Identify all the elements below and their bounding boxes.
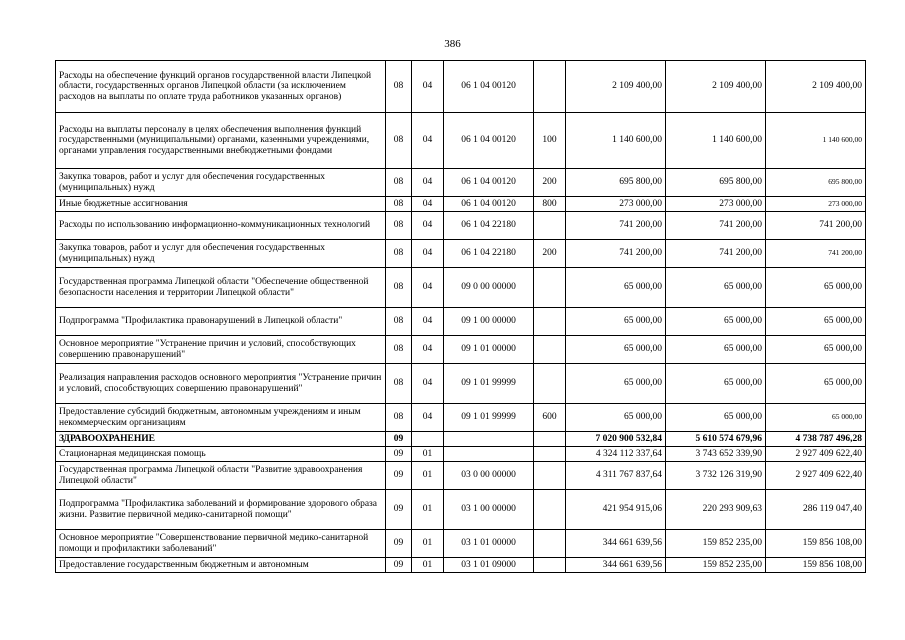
cell-expense-type [534, 212, 566, 240]
cell-subsection-code: 04 [412, 240, 444, 268]
cell-amount-2: 159 852 235,00 [666, 558, 766, 573]
table-row [56, 530, 866, 558]
cell-amount-2: 159 852 235,00 [666, 530, 766, 558]
cell-subsection-code: 04 [412, 268, 444, 308]
table-row [56, 113, 866, 169]
cell-target-article: 09 1 01 99999 [444, 364, 534, 404]
cell-expense-type [534, 432, 566, 447]
cell-amount-1: 344 661 639,56 [566, 530, 666, 558]
table-row [56, 197, 866, 212]
cell-section-code: 09 [386, 530, 412, 558]
cell-amount-1: 65 000,00 [566, 404, 666, 432]
cell-section-code: 09 [386, 490, 412, 530]
cell-subsection-code: 04 [412, 404, 444, 432]
cell-expense-type: 600 [534, 404, 566, 432]
cell-amount-2: 220 293 909,63 [666, 490, 766, 530]
cell-target-article: 06 1 04 00120 [444, 169, 534, 197]
cell-amount-1: 7 020 900 532,84 [566, 432, 666, 447]
cell-name: Иные бюджетные ассигнования [56, 197, 386, 212]
cell-section-code: 09 [386, 447, 412, 462]
cell-amount-3: 2 109 400,00 [766, 61, 866, 113]
cell-section-code: 08 [386, 268, 412, 308]
cell-subsection-code: 04 [412, 212, 444, 240]
cell-expense-type [534, 558, 566, 573]
cell-target-article: 06 1 04 22180 [444, 240, 534, 268]
cell-subsection-code: 04 [412, 113, 444, 169]
cell-target-article: 03 1 01 00000 [444, 530, 534, 558]
cell-expense-type [534, 308, 566, 336]
cell-section-code: 09 [386, 558, 412, 573]
table-row [56, 308, 866, 336]
cell-expense-type [534, 530, 566, 558]
cell-target-article: 06 1 04 22180 [444, 212, 534, 240]
cell-amount-1: 4 324 112 337,64 [566, 447, 666, 462]
cell-amount-1: 2 109 400,00 [566, 61, 666, 113]
cell-amount-1: 65 000,00 [566, 268, 666, 308]
cell-name: Стационарная медицинская помощь [56, 447, 386, 462]
cell-amount-2: 3 732 126 319,90 [666, 462, 766, 490]
cell-expense-type: 100 [534, 113, 566, 169]
cell-name: Закупка товаров, работ и услуг для обеспечения государственных (муниципальных) нужд [56, 240, 386, 268]
cell-target-article: 03 0 00 00000 [444, 462, 534, 490]
table-row [56, 61, 866, 113]
page-number: 386 [444, 38, 461, 50]
cell-amount-2: 65 000,00 [666, 336, 766, 364]
cell-amount-3: 695 800,00 [766, 169, 866, 197]
table-row [56, 268, 866, 308]
cell-name: Расходы на выплаты персоналу в целях обеспечения выполнения функций государственными (муниципальными) органами, казенными учреждениями, органами управления государственными внебюджетными фондами [56, 113, 386, 169]
cell-amount-2: 65 000,00 [666, 308, 766, 336]
cell-amount-3: 65 000,00 [766, 268, 866, 308]
table-row [56, 404, 866, 432]
cell-expense-type [534, 462, 566, 490]
cell-amount-3: 65 000,00 [766, 336, 866, 364]
table-row [56, 490, 866, 530]
cell-target-article: 09 1 01 99999 [444, 404, 534, 432]
cell-amount-1: 741 200,00 [566, 240, 666, 268]
cell-expense-type: 200 [534, 240, 566, 268]
table-row [56, 336, 866, 364]
table-row [56, 447, 866, 462]
cell-name: Закупка товаров, работ и услуг для обеспечения государственных (муниципальных) нужд [56, 169, 386, 197]
cell-name: Предоставление субсидий бюджетным, автономным учреждениям и иным некоммерческим организациям [56, 404, 386, 432]
cell-amount-1: 344 661 639,56 [566, 558, 666, 573]
cell-section-code: 09 [386, 432, 412, 447]
cell-name: Расходы по использованию информационно-коммуникационных технологий [56, 212, 386, 240]
cell-section-code: 08 [386, 197, 412, 212]
cell-section-code: 08 [386, 308, 412, 336]
cell-name: Подпрограмма "Профилактика заболеваний и формирование здорового образа жизни. Развитие первичной медико-санитарной помощи" [56, 490, 386, 530]
cell-section-code: 08 [386, 113, 412, 169]
cell-section-code: 08 [386, 169, 412, 197]
cell-name: Государственная программа Липецкой области "Обеспечение общественной безопасности населения и территории Липецкой области" [56, 268, 386, 308]
cell-amount-2: 5 610 574 679,96 [666, 432, 766, 447]
cell-name: Реализация направления расходов основного мероприятия "Устранение причин и условий, способствующих совершению правонарушений" [56, 364, 386, 404]
cell-target-article: 06 1 04 00120 [444, 113, 534, 169]
table-row [56, 558, 866, 573]
cell-expense-type [534, 490, 566, 530]
cell-amount-3: 2 927 409 622,40 [766, 462, 866, 490]
cell-amount-3: 4 738 787 496,28 [766, 432, 866, 447]
table-row [56, 462, 866, 490]
cell-subsection-code: 01 [412, 447, 444, 462]
table-body [56, 61, 866, 573]
cell-section-code: 09 [386, 462, 412, 490]
cell-name: ЗДРАВООХРАНЕНИЕ [56, 432, 386, 447]
cell-target-article: 09 0 00 00000 [444, 268, 534, 308]
table-row [56, 240, 866, 268]
cell-expense-type [534, 336, 566, 364]
cell-amount-2: 65 000,00 [666, 404, 766, 432]
cell-name: Основное мероприятие "Устранение причин и условий, способствующих совершению правонарушений" [56, 336, 386, 364]
cell-subsection-code: 01 [412, 530, 444, 558]
cell-name: Подпрограмма "Профилактика правонарушений в Липецкой области" [56, 308, 386, 336]
cell-amount-1: 1 140 600,00 [566, 113, 666, 169]
table-row-section [56, 432, 866, 447]
cell-expense-type: 200 [534, 169, 566, 197]
cell-subsection-code: 01 [412, 558, 444, 573]
cell-amount-3: 65 000,00 [766, 364, 866, 404]
cell-amount-1: 65 000,00 [566, 364, 666, 404]
cell-amount-2: 273 000,00 [666, 197, 766, 212]
cell-amount-3: 159 856 108,00 [766, 558, 866, 573]
cell-amount-2: 741 200,00 [666, 212, 766, 240]
cell-subsection-code: 01 [412, 490, 444, 530]
cell-subsection-code: 04 [412, 197, 444, 212]
cell-expense-type [534, 268, 566, 308]
cell-target-article: 06 1 04 00120 [444, 61, 534, 113]
cell-section-code: 08 [386, 364, 412, 404]
cell-amount-2: 2 109 400,00 [666, 61, 766, 113]
cell-amount-2: 65 000,00 [666, 364, 766, 404]
table-row [56, 169, 866, 197]
cell-amount-3: 2 927 409 622,40 [766, 447, 866, 462]
cell-amount-3: 273 000,00 [766, 197, 866, 212]
table-row [56, 364, 866, 404]
cell-target-article: 03 1 00 00000 [444, 490, 534, 530]
cell-subsection-code: 01 [412, 462, 444, 490]
cell-expense-type: 800 [534, 197, 566, 212]
cell-target-article: 09 1 00 00000 [444, 308, 534, 336]
cell-target-article: 03 1 01 09000 [444, 558, 534, 573]
cell-name: Расходы на обеспечение функций органов государственной власти Липецкой области, государственных органов Липецкой области (за исключением расходов на выплаты по оплате труда работников указанных органов) [56, 61, 386, 113]
cell-subsection-code: 04 [412, 308, 444, 336]
cell-amount-1: 65 000,00 [566, 336, 666, 364]
cell-name: Основное мероприятие "Совершенствование первичной медико-санитарной помощи и профилактики заболеваний" [56, 530, 386, 558]
cell-subsection-code: 04 [412, 169, 444, 197]
cell-amount-3: 159 856 108,00 [766, 530, 866, 558]
cell-amount-3: 286 119 047,40 [766, 490, 866, 530]
cell-subsection-code [412, 432, 444, 447]
cell-amount-1: 273 000,00 [566, 197, 666, 212]
cell-expense-type [534, 447, 566, 462]
cell-amount-3: 1 140 600,00 [766, 113, 866, 169]
cell-amount-2: 741 200,00 [666, 240, 766, 268]
cell-amount-3: 65 000,00 [766, 308, 866, 336]
cell-amount-1: 421 954 915,06 [566, 490, 666, 530]
cell-target-article [444, 447, 534, 462]
cell-section-code: 08 [386, 404, 412, 432]
cell-name: Государственная программа Липецкой области "Развитие здравоохранения Липецкой области" [56, 462, 386, 490]
cell-subsection-code: 04 [412, 336, 444, 364]
cell-amount-3: 741 200,00 [766, 240, 866, 268]
cell-section-code: 08 [386, 212, 412, 240]
cell-amount-1: 741 200,00 [566, 212, 666, 240]
cell-section-code: 08 [386, 336, 412, 364]
cell-section-code: 08 [386, 61, 412, 113]
table-row [56, 212, 866, 240]
cell-amount-2: 1 140 600,00 [666, 113, 766, 169]
budget-table [55, 60, 866, 573]
cell-amount-3: 65 000,00 [766, 404, 866, 432]
cell-amount-1: 695 800,00 [566, 169, 666, 197]
cell-expense-type [534, 364, 566, 404]
cell-target-article: 09 1 01 00000 [444, 336, 534, 364]
cell-subsection-code: 04 [412, 61, 444, 113]
cell-target-article [444, 432, 534, 447]
cell-subsection-code: 04 [412, 364, 444, 404]
cell-amount-1: 65 000,00 [566, 308, 666, 336]
cell-amount-2: 695 800,00 [666, 169, 766, 197]
cell-expense-type [534, 61, 566, 113]
cell-amount-3: 741 200,00 [766, 212, 866, 240]
cell-amount-2: 3 743 652 339,90 [666, 447, 766, 462]
cell-amount-1: 4 311 767 837,64 [566, 462, 666, 490]
cell-section-code: 08 [386, 240, 412, 268]
cell-target-article: 06 1 04 00120 [444, 197, 534, 212]
cell-name: Предоставление государственным бюджетным и автономным [56, 558, 386, 573]
cell-amount-2: 65 000,00 [666, 268, 766, 308]
